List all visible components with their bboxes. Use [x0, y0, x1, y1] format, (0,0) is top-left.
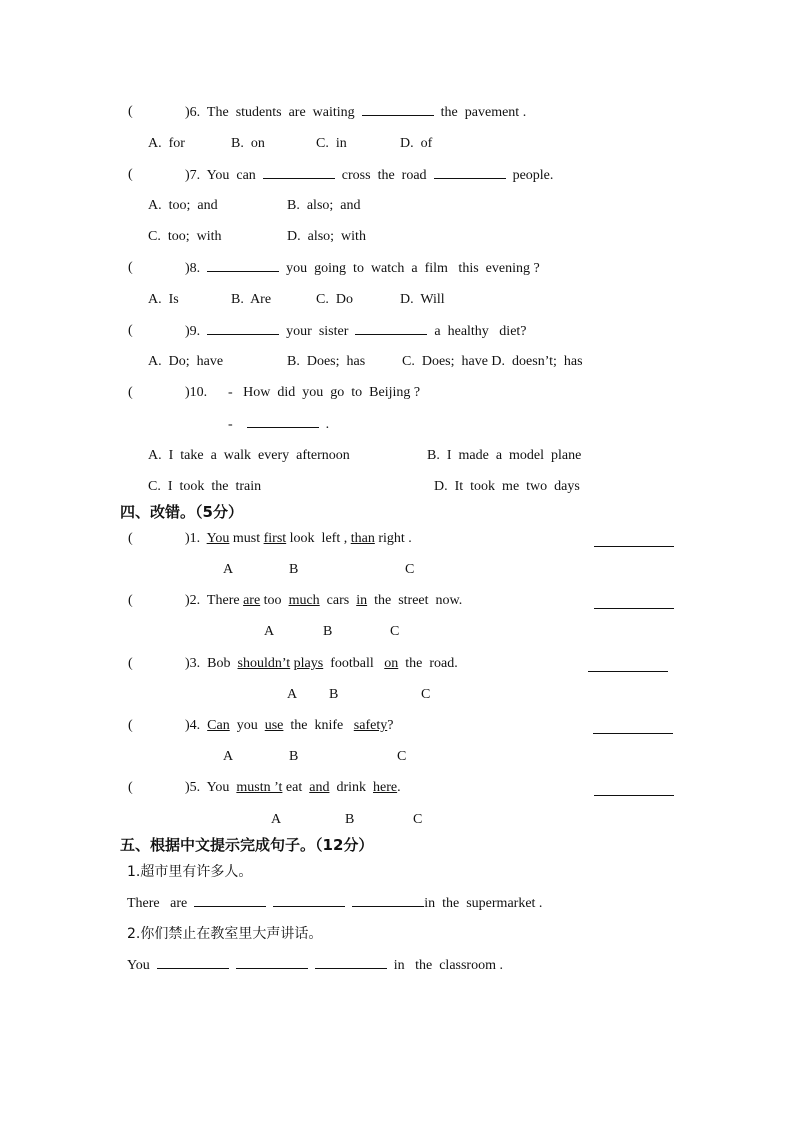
answer-blank[interactable] [247, 415, 319, 428]
q7-stem [185, 166, 553, 185]
q7-option-c: C. too; with [148, 229, 222, 244]
letter-a: A [287, 687, 298, 702]
error-option-c: than [350, 531, 375, 546]
letter-c: C [405, 562, 415, 577]
error-option-b: plays [293, 656, 324, 671]
answer-blank[interactable] [273, 894, 345, 907]
error-option-b: much [288, 593, 320, 608]
error-option-a: Can [207, 718, 230, 733]
q9-paren: ( [128, 323, 133, 338]
sentence-text: the street now. [367, 593, 463, 608]
sentence-text: right . [374, 531, 412, 546]
q7-option-b: B. also; and [287, 198, 361, 213]
answer-blank[interactable] [315, 956, 387, 969]
q6-text-pre: The students are waiting [206, 105, 355, 120]
s4-q5-paren: ( [128, 780, 133, 795]
error-option-c: in [356, 593, 368, 608]
q7-text-mid: cross the road [341, 168, 427, 183]
letter-c: C [421, 687, 431, 702]
sentence-text: . [397, 780, 401, 795]
q8-paren: ( [128, 260, 133, 275]
sentence-text: cars [319, 593, 357, 608]
s5-q1-chinese: 1.超市里有许多人。 [127, 864, 253, 880]
s4-q2-paren: ( [128, 593, 133, 608]
s4-q4-sentence [185, 717, 393, 735]
answer-blank[interactable] [355, 322, 427, 335]
s4-q5-number: )5. [185, 780, 201, 795]
q7-text-pre: You can [206, 168, 256, 183]
s4-q3-paren: ( [128, 656, 133, 671]
q10-dash: - [228, 417, 233, 432]
letter-a: A [223, 749, 234, 764]
q10-option-b: B. I made a model plane [427, 448, 582, 463]
s4-q4-number: )4. [185, 718, 201, 733]
correction-blank[interactable] [594, 545, 674, 547]
letter-c: C [390, 624, 400, 639]
q7-number: )7. [185, 168, 201, 183]
q8-option-a: A. Is [148, 292, 179, 307]
correction-blank[interactable] [588, 670, 668, 672]
letter-c: C [413, 812, 423, 827]
q7-option-d: D. also; with [287, 229, 366, 244]
q7-option-a: A. too; and [148, 198, 218, 213]
s4-q1-sentence [185, 530, 412, 548]
correction-blank[interactable] [594, 607, 674, 609]
correction-blank[interactable] [594, 794, 674, 796]
q10-period: . [325, 417, 330, 432]
s4-q3-number: )3. [185, 656, 201, 671]
sentence-text: eat [282, 780, 310, 795]
error-option-c: here [373, 780, 398, 795]
letter-a: A [271, 812, 282, 827]
q9-stem [185, 322, 527, 341]
error-option-c: safety [353, 718, 388, 733]
error-option-c: on [384, 656, 399, 671]
q10-option-a: A. I take a walk every afternoon [148, 448, 350, 463]
sentence-text: There [206, 593, 244, 608]
q9-option-b: B. Does; has [287, 354, 366, 369]
q6-stem [185, 103, 526, 122]
error-option-a: shouldn’t [237, 656, 291, 671]
q6-text-post: the pavement . [440, 105, 527, 120]
sentence-text: the knife [283, 718, 354, 733]
s4-q2-sentence [185, 592, 462, 610]
q8-stem [185, 259, 540, 278]
answer-blank[interactable] [207, 259, 279, 272]
q8-text-post: you going to watch a film this evening ? [286, 261, 540, 276]
s4-q5-sentence [185, 779, 401, 797]
s4-q1-paren: ( [128, 531, 133, 546]
q9-text-post: a healthy diet? [434, 324, 527, 339]
q10-question: - How did you go to Beijing ? [228, 385, 421, 400]
q6-paren: ( [128, 104, 133, 119]
error-option-a: You [206, 531, 230, 546]
sentence-text: look left , [286, 531, 351, 546]
q7-paren: ( [128, 167, 133, 182]
error-option-a: mustn ’t [236, 780, 283, 795]
error-option-b: use [264, 718, 284, 733]
s5-q2-sentence [127, 956, 503, 975]
sentence-text: There are [127, 896, 188, 911]
q7-text-post: people. [512, 168, 554, 183]
q9-option-cd: C. Does; have D. doesn’t; has [402, 354, 583, 369]
letter-c: C [397, 749, 407, 764]
sentence-text: too [260, 593, 289, 608]
sentence-text: must [229, 531, 264, 546]
sentence-text: Bob [207, 656, 238, 671]
q9-text-mid: your sister [286, 324, 349, 339]
q8-option-d: D. Will [400, 292, 445, 307]
answer-blank[interactable] [157, 956, 229, 969]
sentence-text: in the classroom . [393, 958, 503, 973]
q10-number: )10. [185, 385, 208, 400]
q9-number: )9. [185, 324, 201, 339]
letter-a: A [223, 562, 234, 577]
letter-b: B [289, 562, 299, 577]
s4-q1-number: )1. [185, 531, 201, 546]
error-option-b: first [263, 531, 287, 546]
q10-option-d: D. It took me two days [434, 479, 580, 494]
sentence-text: football [323, 656, 385, 671]
sentence-text: drink [329, 780, 374, 795]
answer-blank[interactable] [362, 103, 434, 116]
answer-blank[interactable] [194, 894, 266, 907]
s5-q1-sentence [127, 894, 542, 913]
sentence-text: You [127, 958, 150, 973]
q8-number: )8. [185, 261, 201, 276]
q8-option-b: B. Are [231, 292, 272, 307]
q10-paren: ( [128, 385, 133, 400]
q6-option-b: B. on [231, 136, 265, 151]
q9-option-a: A. Do; have [148, 354, 224, 369]
section-5-title: 五、根据中文提示完成句子。（12分） [120, 836, 374, 854]
q6-option-c: C. in [316, 136, 347, 151]
q10-answer-line [228, 415, 329, 434]
error-option-a: are [243, 593, 261, 608]
letter-a: A [264, 624, 275, 639]
s4-q2-number: )2. [185, 593, 201, 608]
letter-b: B [323, 624, 333, 639]
sentence-text: the road. [398, 656, 458, 671]
error-option-b: and [309, 780, 330, 795]
sentence-text: in the supermarket . [424, 896, 543, 911]
sentence-text: you [229, 718, 265, 733]
answer-blank[interactable] [263, 166, 335, 179]
s4-q3-sentence [185, 655, 458, 673]
q6-option-d: D. of [400, 136, 433, 151]
sentence-text: You [206, 780, 237, 795]
sentence-text: ? [387, 718, 394, 733]
letter-b: B [329, 687, 339, 702]
letter-b: B [345, 812, 355, 827]
answer-blank[interactable] [207, 322, 279, 335]
q10-option-c: C. I took the train [148, 479, 262, 494]
correction-blank[interactable] [593, 732, 673, 734]
answer-blank[interactable] [434, 166, 506, 179]
s5-q2-chinese: 2.你们禁止在教室里大声讲话。 [127, 926, 323, 942]
section-4-title: 四、改错。（5分） [120, 503, 243, 521]
answer-blank[interactable] [236, 956, 308, 969]
answer-blank[interactable] [352, 894, 424, 907]
letter-b: B [289, 749, 299, 764]
s4-q4-paren: ( [128, 718, 133, 733]
q6-option-a: A. for [148, 136, 185, 151]
q8-option-c: C. Do [316, 292, 353, 307]
q6-number: )6. [185, 105, 201, 120]
